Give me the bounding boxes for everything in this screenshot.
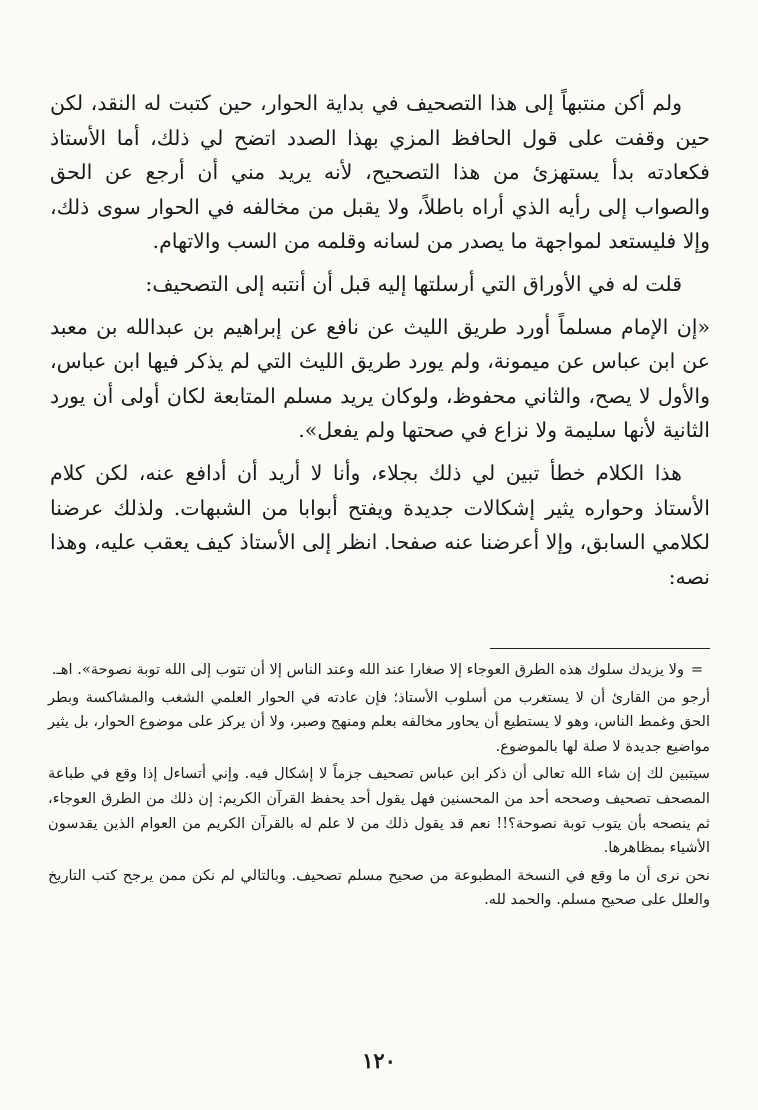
body-paragraph-2: قلت له في الأوراق التي أرسلتها إليه قبل أن أنتبه إلى التصحيف:	[145, 271, 682, 296]
footnotes	[48, 658, 710, 916]
quoted-paragraph: «إن الإمام مسلماً أورد طريق الليث عن نافع عن إبراهيم بن عبدالله بن معبد عن ابن عباس عن ميمونة، ولم يورد طريق الليث التي لم يذكر فيها ابن عباس، والأول لا يصح، والثاني محفوظ، ولوكان يريد مسلم المتابعة لكان أولى أن يورد الثانية لأنها سليمة ولا نزاع في صحتها ولم يفعل».	[50, 314, 710, 443]
page-number: ١٢٠	[362, 1048, 396, 1073]
footnote-paragraph-1: أرجو من القارئ أن لا يستغرب من أسلوب الأستاذ؛ فإن عادته في الحوار العلمي الشغب والمشاكسة وبطر الحق وغمط الناس، وهو لا يستطيع أن يحاور مخالفه بعلم ومنهج وصبر، ولا أن يركز على موضوع الحوار، بل يثير مواضيع جديدة لا صلة لها بالموضوع.	[48, 688, 710, 755]
main-text	[50, 86, 710, 602]
continuation-mark: =	[690, 661, 704, 678]
footnote-separator	[490, 648, 710, 649]
footnote-continuation-text: ولا يزيدك سلوك هذه الطرق العوجاء إلا صغارا عند الله وعند الناس إلا أن تتوب إلى الله توبة نصوحة». اهـ.	[51, 661, 684, 678]
footnote-paragraph-2: سيتبين لك إن شاء الله تعالى أن ذكر ابن عباس تصحيف جزماً لا إشكال فيه. وإني أتساءل إذا وقع في طباعة المصحف تصحيف وصححه أحد من المحسنين فهل يقول أحد يحفظ القرآن الكريم: إن ذلك من الطرق العوجاء، ثم ينصحه بأن يتوب توبة نصوحة؟!! نعم قد يقول ذلك من لا علم له بالقرآن الكريم من العوام الذين يقدسون الأشياء بمظاهرها.	[48, 765, 710, 857]
body-paragraph-1: ولم أكن منتبهاً إلى هذا التصحيف في بداية الحوار، حين كتبت له النقد، لكن حين وقفت على قول الحافظ المزي بهذا الصدد اتضح لي ذلك، أما الأستاذ فكعادته بدأ يستهزئ من هذا التصحيح، لأنه يريد مني أن أرجع عن الحق والصواب إلى رأيه الذي أراه باطلاً، ولا يقبل من مخالفه في الحوار سوى ذلك، وإلا فليستعد لمواجهة ما يصدر من لسانه وقلمه من السب والاتهام.	[50, 91, 710, 254]
footnote-continuation	[48, 658, 710, 683]
footnote-paragraph-3: نحن نرى أن ما وقع في النسخة المطبوعة من صحيح مسلم تصحيف. وبالتالي لم نكن ممن يرجح كتب التاريخ والعلل على صحيح مسلم. والحمد لله.	[48, 866, 710, 909]
body-paragraph-4: هذا الكلام خطأ تبين لي ذلك بجلاء، وأنا لا أريد أن أدافع عنه، لكن كلام الأستاذ وحواره يثير إشكالات جديدة ويفتح أبوابا من الشبهات. ولذلك عرضنا لكلامي السابق، وإلا أعرضنا عنه صفحا. انظر إلى الأستاذ كيف يعقب عليه، وهذا نصه:	[50, 460, 710, 589]
